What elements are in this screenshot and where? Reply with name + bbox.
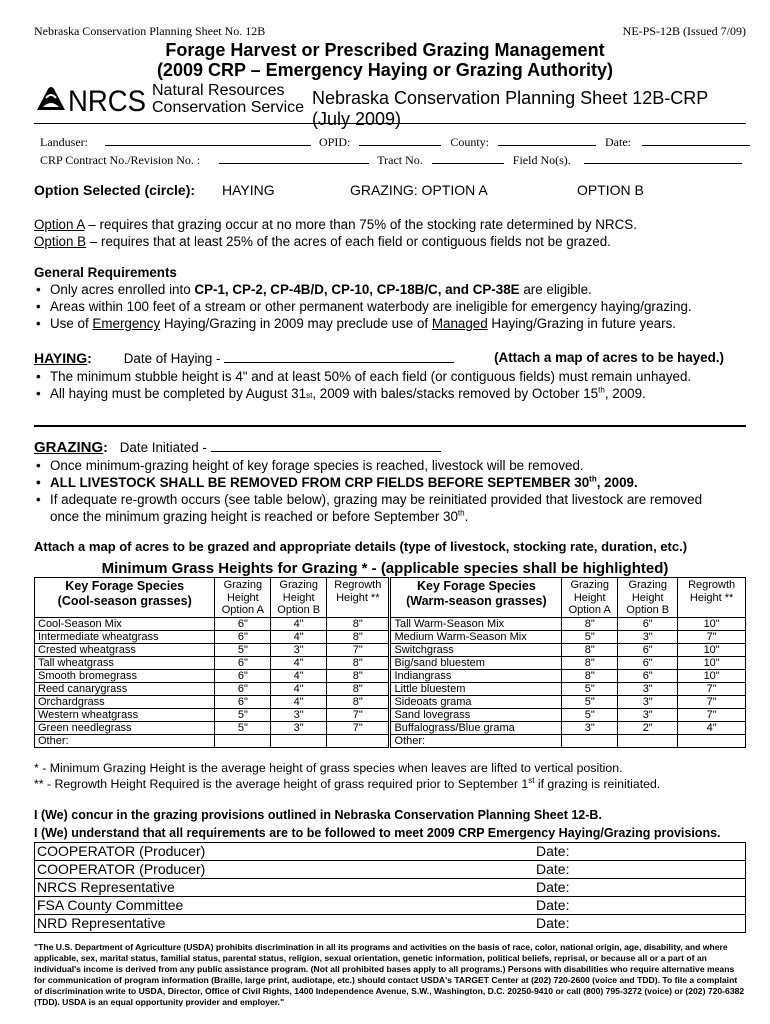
col-regrowth-header: Regrowth Height ** bbox=[327, 578, 390, 618]
haying-date-label: Date of Haying - bbox=[123, 351, 225, 366]
option-selected-row bbox=[34, 182, 746, 198]
col-option-a-header: Grazing Height Option A bbox=[215, 578, 271, 618]
col-option-b-header: Grazing Height Option B bbox=[618, 578, 678, 618]
haying-date-field[interactable] bbox=[224, 351, 454, 363]
table-row: Reed canarygrass 6" 4" 8" Little bluestem 5" 3" 7" bbox=[35, 682, 746, 695]
general-item-2: • Areas within 100 feet of a stream or other permanent waterbody are ineligible for emergency haying/grazing. bbox=[34, 298, 746, 315]
tract-field[interactable] bbox=[432, 152, 504, 164]
table-row: Smooth bromegrass 6" 4" 8" Indiangrass 8" 6" 10" bbox=[35, 669, 746, 682]
option-a-text: – requires that grazing occur at no more than 75% of the stocking rate determined by NRCS. bbox=[84, 217, 637, 232]
contract-field[interactable] bbox=[219, 152, 369, 164]
banner-sheet-title: Nebraska Conservation Planning Sheet 12B-CRP (July 2009) bbox=[312, 88, 708, 129]
table-row: Western wheatgrass 5" 3" 7" Sand lovegrass 5" 3" 7" bbox=[35, 708, 746, 721]
warm-season-header: Key Forage Species (Warm-season grasses) bbox=[390, 578, 562, 618]
col-option-a-header: Grazing Height Option A bbox=[562, 578, 618, 618]
document-header bbox=[34, 24, 746, 39]
table-footnotes bbox=[34, 760, 746, 792]
county-label: County: bbox=[450, 135, 489, 149]
contract-label: CRP Contract No./Revision No. : bbox=[40, 153, 201, 167]
grass-height-table bbox=[34, 577, 746, 748]
grazing-heading: GRAZING bbox=[34, 439, 104, 456]
signature-row bbox=[35, 915, 746, 933]
signature-table bbox=[34, 842, 746, 933]
option-b-label: Option B bbox=[34, 234, 87, 249]
col-regrowth-header: Regrowth Height ** bbox=[678, 578, 746, 618]
signature-row bbox=[35, 861, 746, 879]
cool-season-header: Key Forage Species (Cool-season grasses) bbox=[35, 578, 215, 618]
signature-date[interactable]: Date: bbox=[534, 915, 746, 933]
option-a-label: Option A bbox=[34, 217, 85, 232]
grazing-date-label: Date Initiated - bbox=[119, 440, 211, 455]
table-title: Minimum Grass Heights for Grazing * - (applicable species shall be highlighted) bbox=[101, 560, 669, 577]
table-row: Cool-Season Mix 6" 4" 8" Tall Warm-Season Mix 8" 6" 10" bbox=[35, 617, 746, 630]
table-row: Other: Other: bbox=[35, 734, 746, 747]
grazing-date-field[interactable] bbox=[211, 440, 441, 452]
concurrence-statement bbox=[34, 806, 746, 842]
signature-row bbox=[35, 897, 746, 915]
signer-cooperator-1[interactable]: COOPERATOR (Producer) bbox=[35, 843, 535, 861]
option-b-definition bbox=[34, 233, 746, 250]
landuser-field[interactable] bbox=[105, 134, 311, 146]
date-label: Date: bbox=[605, 135, 631, 149]
grazing-section bbox=[34, 438, 746, 525]
signature-row bbox=[35, 843, 746, 861]
nrcs-logo-icon bbox=[34, 80, 149, 120]
section-divider bbox=[34, 425, 746, 427]
haying-attach-note: (Attach a map of acres to be hayed.) bbox=[494, 350, 724, 365]
general-requirements bbox=[34, 264, 746, 332]
table-row: Green needlegrass 5" 3" 7" Buffalograss/Blue grama 3" 2" 4" bbox=[35, 721, 746, 734]
page-title: Forage Harvest or Prescribed Grazing Management bbox=[165, 40, 605, 60]
signer-nrcs[interactable]: NRCS Representative bbox=[35, 879, 535, 897]
table-header-row bbox=[35, 578, 746, 618]
footnote-2: ** - Regrowth Height Required is the average height of grass required prior to September 1st if grazing is reinitiated. bbox=[34, 775, 661, 791]
sheet-number: Nebraska Conservation Planning Sheet No. 12B bbox=[34, 24, 266, 38]
agency-line2: Conservation Service bbox=[152, 99, 305, 116]
logo-text: NRCS bbox=[68, 85, 146, 118]
agency-name bbox=[152, 82, 304, 116]
table-row: Crested wheatgrass 5" 3" 7" Switchgrass 8" 6" 10" bbox=[35, 643, 746, 656]
col-option-b-header: Grazing Height Option B bbox=[271, 578, 327, 618]
table-row: Orchardgrass 6" 4" 8" Sideoats grama 5" 3" 7" bbox=[35, 695, 746, 708]
form-row-1 bbox=[40, 134, 750, 150]
general-item-1: • Only acres enrolled into CP-1, CP-2, CP-4B/D, CP-10, CP-18B/C, and CP-38E are eligible. bbox=[34, 281, 746, 298]
grazing-item-3: • If adequate re-growth occurs (see table below), grazing may be reinitiated provided that livestock are removed once the minimum grazing height is reached or before September 30th. bbox=[34, 491, 746, 525]
usda-disclaimer: "The U.S. Department of Agriculture (USDA) prohibits discrimination in all its programs and activities on the basis of race, color, national origin, age, disability, and where applicable, sex, marital status, familial status, parental status, religion, sexual orientation, genetic information, political beliefs, reprisal, or because all or a part of an individual's income is derived from any public assistance program. (Not all prohibited bases apply to all programs.) Persons with disabilities who require alternative means for communication of program information (Braille, large print, audiotape, etc.) should contact USDA's TARGET Center at (202) 720-2600 (voice and TDD). To file a complaint of discrimination write to USDA, Director, Office of Civil Rights, 1400 Independence Avenue, S.W., Washington, D.C. 20250-9410 or call (800) 795-3272 (voice) or (202) 720-6382 (TDD). USDA is an equal opportunity provider and employer." bbox=[34, 942, 745, 1007]
option-grazing-a[interactable]: GRAZING: OPTION A bbox=[350, 182, 488, 198]
option-definitions bbox=[34, 216, 746, 250]
date-field[interactable] bbox=[642, 134, 750, 146]
concur-line-1: I (We) concur in the grazing provisions outlined in Nebraska Conservation Planning Sheet 12-B. bbox=[34, 808, 602, 822]
divider bbox=[34, 123, 746, 124]
table-row: Intermediate wheatgrass 6" 4" 8" Medium Warm-Season Mix 5" 3" 7" bbox=[35, 630, 746, 643]
page-subtitle: (2009 CRP – Emergency Haying or Grazing Authority) bbox=[156, 60, 614, 80]
grazing-attach-note: Attach a map of acres to be grazed and appropriate details (type of livestock, stocking rate, duration, etc.) bbox=[34, 539, 688, 554]
nrcs-logo bbox=[34, 80, 149, 120]
haying-section bbox=[34, 349, 746, 402]
option-haying[interactable]: HAYING bbox=[222, 182, 275, 198]
grazing-header: GRAZING: Date Initiated - bbox=[34, 438, 746, 457]
general-heading: General Requirements bbox=[34, 265, 177, 280]
option-b[interactable]: OPTION B bbox=[577, 182, 644, 198]
option-b-text: – requires that at least 25% of the acres of each field or contiguous fields not be grazed. bbox=[86, 234, 611, 249]
haying-item-2: • All haying must be completed by August 31st, 2009 with bales/stacks removed by October 15th, 2009. bbox=[34, 385, 746, 402]
form-row-2 bbox=[40, 152, 742, 168]
concur-line-2: I (We) understand that all requirements are to be followed to meet 2009 CRP Emergency Haying/Grazing provisions. bbox=[34, 826, 721, 840]
tract-label: Tract No. bbox=[377, 153, 423, 167]
landuser-label: Landuser: bbox=[40, 135, 88, 149]
grazing-item-1: • Once minimum-grazing height of key forage species is reached, livestock will be removed. bbox=[34, 457, 746, 474]
agency-line1: Natural Resources bbox=[152, 82, 285, 99]
nrcs-banner bbox=[34, 80, 746, 129]
signature-date[interactable]: Date: bbox=[534, 861, 746, 879]
county-field[interactable] bbox=[498, 134, 596, 146]
signature-date[interactable]: Date: bbox=[534, 897, 746, 915]
option-a-definition bbox=[34, 216, 746, 233]
footnote-1: * - Minimum Grazing Height is the average height of grass species when leaves are lifted to vertical position. bbox=[34, 761, 623, 775]
table-row: Tall wheatgrass 6" 4" 8" Big/sand bluestem 8" 6" 10" bbox=[35, 656, 746, 669]
signature-date[interactable]: Date: bbox=[534, 879, 746, 897]
general-item-3: • Use of Emergency Haying/Grazing in 2009 may preclude use of Managed Haying/Grazing in future years. bbox=[34, 315, 746, 332]
option-selected-label: Option Selected (circle): bbox=[34, 182, 196, 198]
signer-cooperator-2[interactable]: COOPERATOR (Producer) bbox=[35, 861, 535, 879]
field-numbers-field[interactable] bbox=[584, 152, 742, 164]
grazing-item-2: • ALL LIVESTOCK SHALL BE REMOVED FROM CRP FIELDS BEFORE SEPTEMBER 30th, 2009. bbox=[34, 474, 746, 491]
opid-field[interactable] bbox=[359, 134, 441, 146]
haying-item-1: • The minimum stubble height is 4" and at least 50% of each field (or contiguous fields) must remain unhayed. bbox=[34, 368, 746, 385]
haying-header: HAYING: Date of Haying - (Attach a map of acres to be hayed.) bbox=[34, 350, 724, 366]
document-id: NE-PS-12B (Issued 7/09) bbox=[622, 24, 746, 38]
haying-heading: HAYING bbox=[34, 350, 88, 366]
signature-row bbox=[35, 879, 746, 897]
field-label: Field No(s). bbox=[512, 153, 571, 167]
signer-fsa[interactable]: FSA County Committee bbox=[35, 897, 535, 915]
signature-date[interactable]: Date: bbox=[534, 843, 746, 861]
opid-label: OPID: bbox=[318, 135, 351, 149]
signer-nrd[interactable]: NRD Representative bbox=[35, 915, 535, 933]
